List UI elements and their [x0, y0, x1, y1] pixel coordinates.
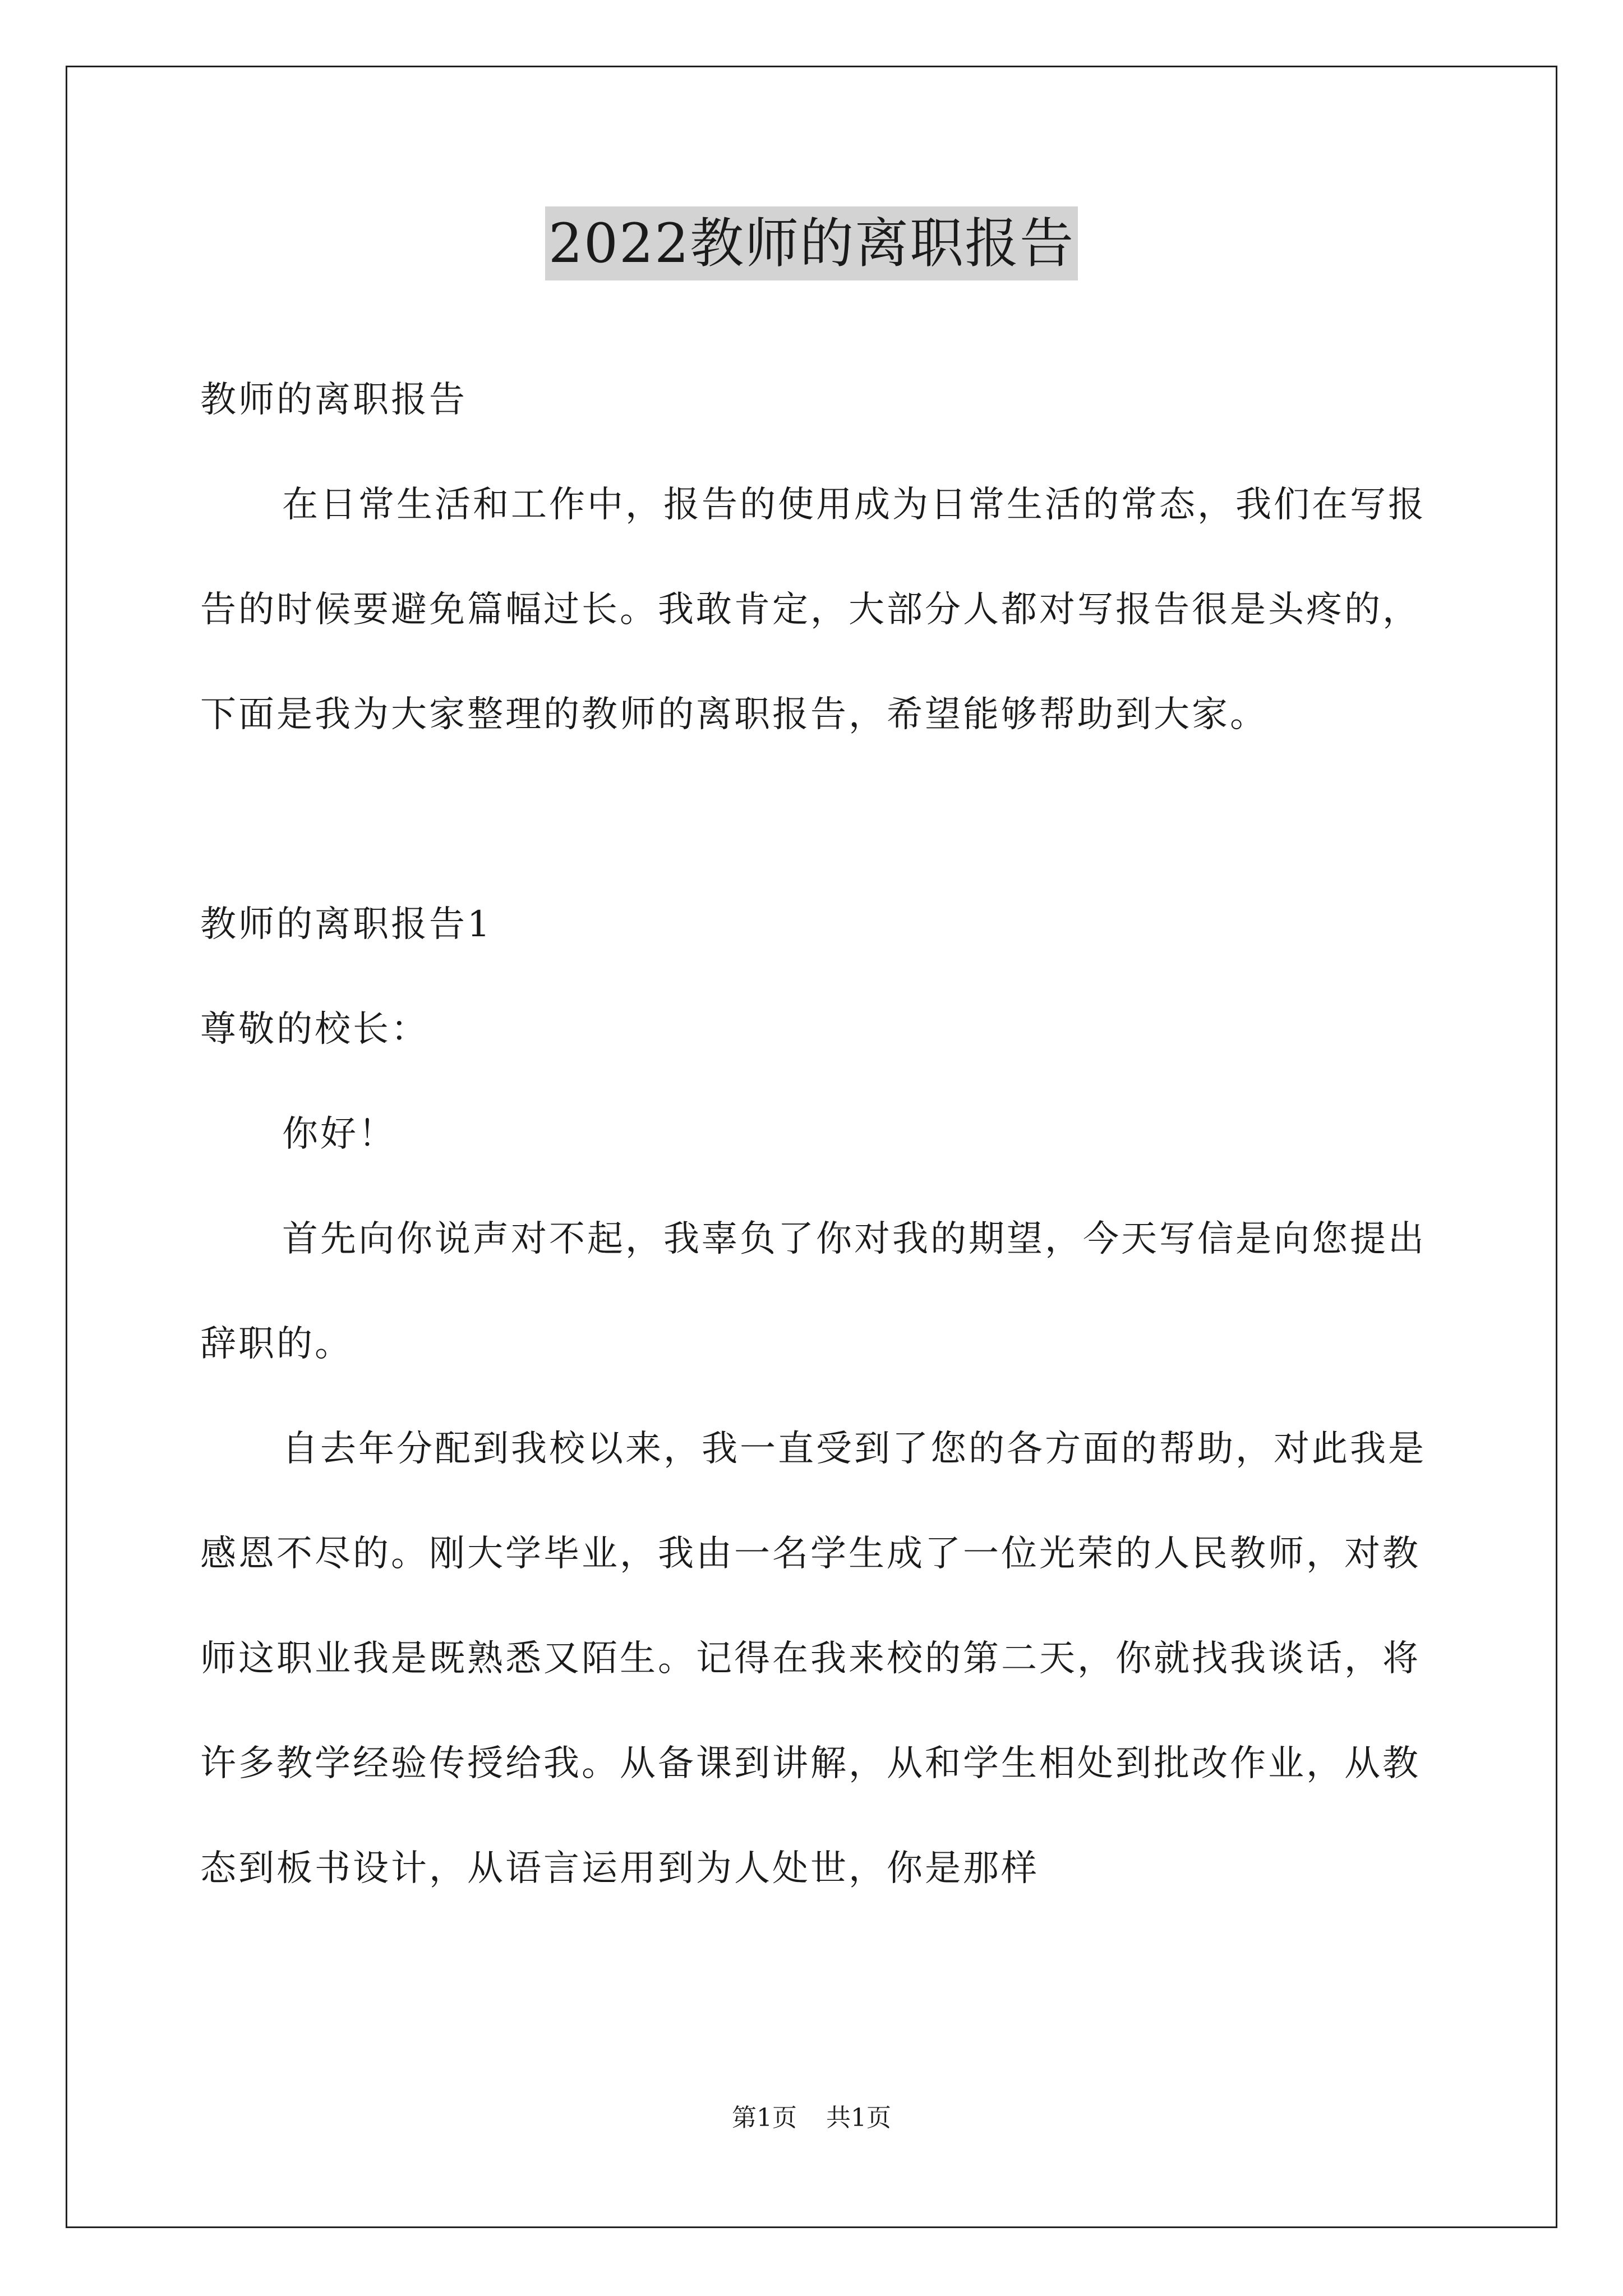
page-footer: [0, 2101, 1623, 2135]
report-heading: 教师的离职报告1: [200, 904, 492, 945]
section-heading: 教师的离职报告: [200, 379, 467, 421]
document-title: 2022教师的离职报告: [545, 206, 1078, 280]
page-number: 第1页: [732, 2104, 797, 2132]
salutation: 尊敬的校长：: [200, 1009, 429, 1050]
body-paragraph-1: 首先向你说声对不起，我辜负了你对我的期望，今天写信是向您提出辞职的。: [200, 1218, 1426, 1365]
document-body: [200, 348, 1428, 1921]
greeting: 你好！: [282, 1114, 396, 1155]
page-total: 共1页: [826, 2104, 891, 2132]
intro-paragraph: 在日常生活和工作中，报告的使用成为日常生活的常态，我们在写报告的时候要避免篇幅过长。我敢肯定，大部分人都对写报告很是头疼的，下面是我为大家整理的教师的离职报告，希望能够帮助到大家。: [200, 484, 1426, 735]
paragraph-gap: [200, 767, 1428, 872]
document-title-container: [0, 206, 1623, 280]
body-paragraph-2: 自去年分配到我校以来，我一直受到了您的各方面的帮助，对此我是感恩不尽的。刚大学毕业，我由一名学生成了一位光荣的人民教师，对教师这职业我是既熟悉又陌生。记得在我来校的第二天，你就找我谈话，将许多教学经验传授给我。从备课到讲解，从和学生相处到批改作业，从教态到板书设计，从语言运用到为人处世，你是那样: [200, 1428, 1426, 1889]
